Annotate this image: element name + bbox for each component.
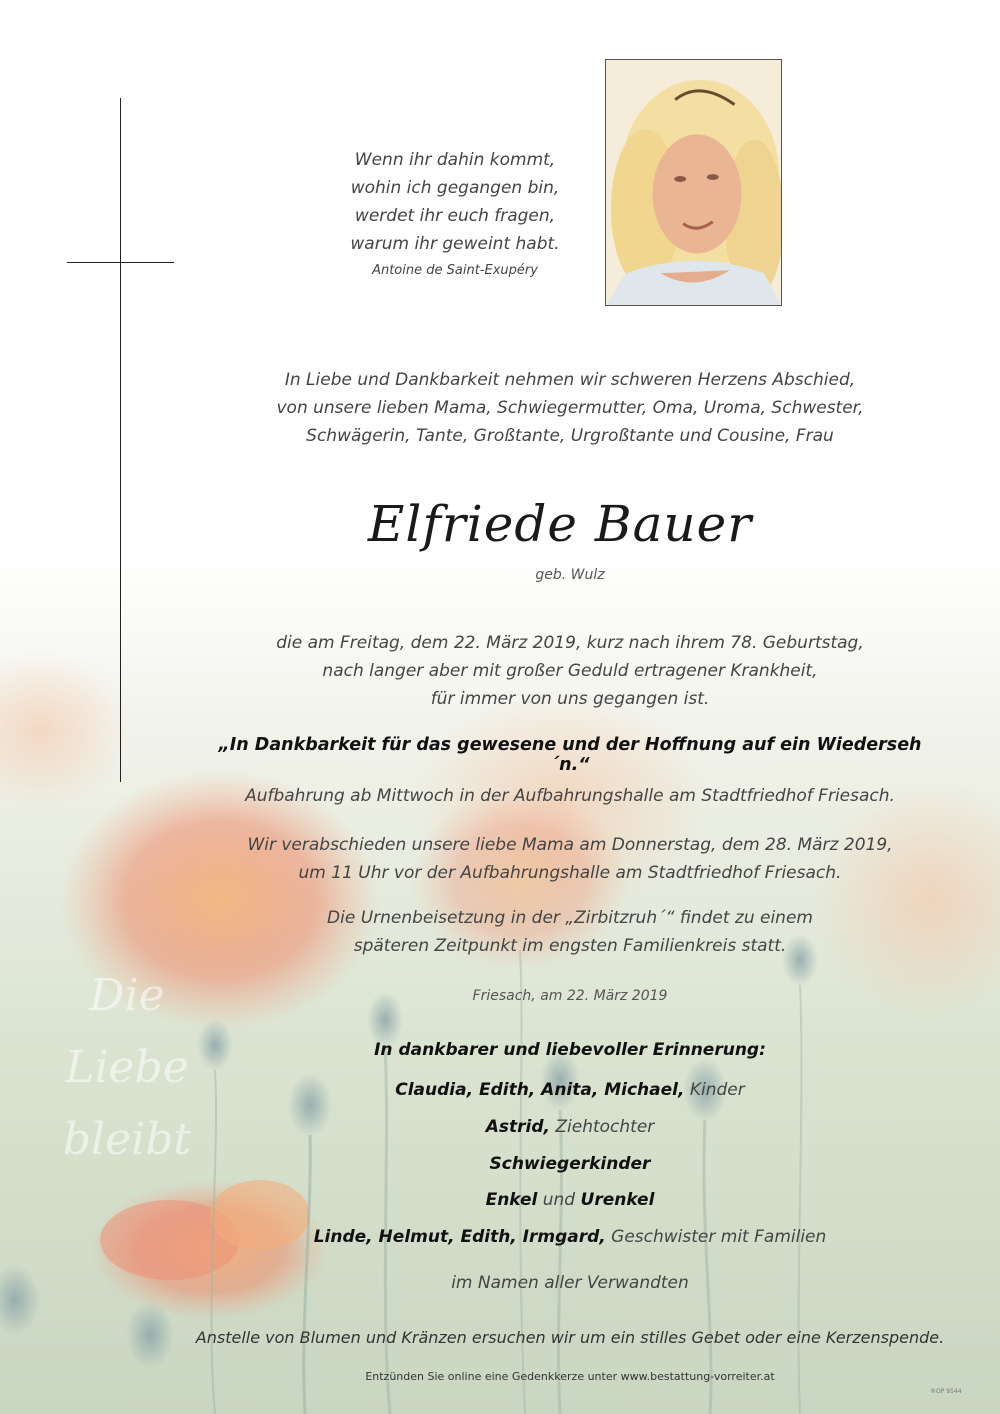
donation-note: Anstelle von Blumen und Kränzen ersuchen wir um ein stilles Gebet oder eine Kerzenspende.	[195, 1328, 945, 1347]
motto: „In Dankbarkeit für das gewesene und der Hoffnung auf ein Wiederseh´n.“	[218, 735, 922, 775]
quote-line: werdet ihr euch fragen,	[354, 206, 556, 226]
online-candle-link[interactable]: Entzünden Sie online eine Gedenkkerze unter www.bestattung-vorreiter.at	[365, 1370, 775, 1383]
watermark-text: Die Liebe bleibt	[62, 970, 192, 1165]
quote	[300, 146, 610, 258]
urn-burial-info: Die Urnenbeisetzung in der „Zirbitzruh´“ findet zu einem späteren Zeitpunkt im engsten Familienkreis statt.	[327, 908, 813, 956]
form-code: ®OP 9544	[930, 1388, 962, 1395]
quote-line: warum ihr geweint habt.	[350, 234, 560, 254]
portrait-photo	[605, 59, 782, 306]
birth-name: geb. Wulz	[535, 567, 605, 583]
mourner-line: Linde, Helmut, Edith, Irmgard, Geschwister mit Familien	[313, 1227, 827, 1247]
wake-info: Aufbahrung ab Mittwoch in der Aufbahrungshalle am Stadtfriedhof Friesach.	[245, 786, 895, 806]
quote-line: Wenn ihr dahin kommt,	[354, 150, 556, 170]
death-notice: die am Freitag, dem 22. März 2019, kurz nach ihrem 78. Geburtstag, nach langer aber mit großer Geduld ertragener Krankheit, für immer von uns gegangen ist.	[276, 633, 864, 709]
remembrance-title: In dankbarer und liebevoller Erinnerung:	[374, 1040, 766, 1060]
cross-vertical-bar	[120, 98, 121, 782]
deceased-name: Elfriede Bauer	[367, 495, 753, 553]
place-date: Friesach, am 22. März 2019	[472, 988, 668, 1004]
relatives-note: im Namen aller Verwandten	[451, 1273, 689, 1293]
mourner-line: Schwiegerkinder	[489, 1154, 651, 1174]
mourner-line: Enkel und Urenkel	[485, 1190, 655, 1210]
cross-horizontal-bar	[67, 262, 174, 263]
quote-line: wohin ich gegangen bin,	[350, 178, 560, 198]
intro-text: In Liebe und Dankbarkeit nehmen wir schweren Herzens Abschied, von unsere lieben Mama, Schwiegermutter, Oma, Uroma, Schwester, Schwägerin, Tante, Großtante, Urgroßtante und Cousine, Frau	[276, 370, 864, 446]
quote-author: Antoine de Saint-Exupéry	[372, 263, 538, 278]
farewell-info: Wir verabschieden unsere liebe Mama am Donnerstag, dem 28. März 2019, um 11 Uhr vor der Aufbahrungshalle am Stadtfriedhof Friesach.	[247, 835, 893, 883]
mourner-line: Claudia, Edith, Anita, Michael, Kinder	[395, 1080, 745, 1100]
mourner-line: Astrid, Ziehtochter	[485, 1117, 655, 1137]
